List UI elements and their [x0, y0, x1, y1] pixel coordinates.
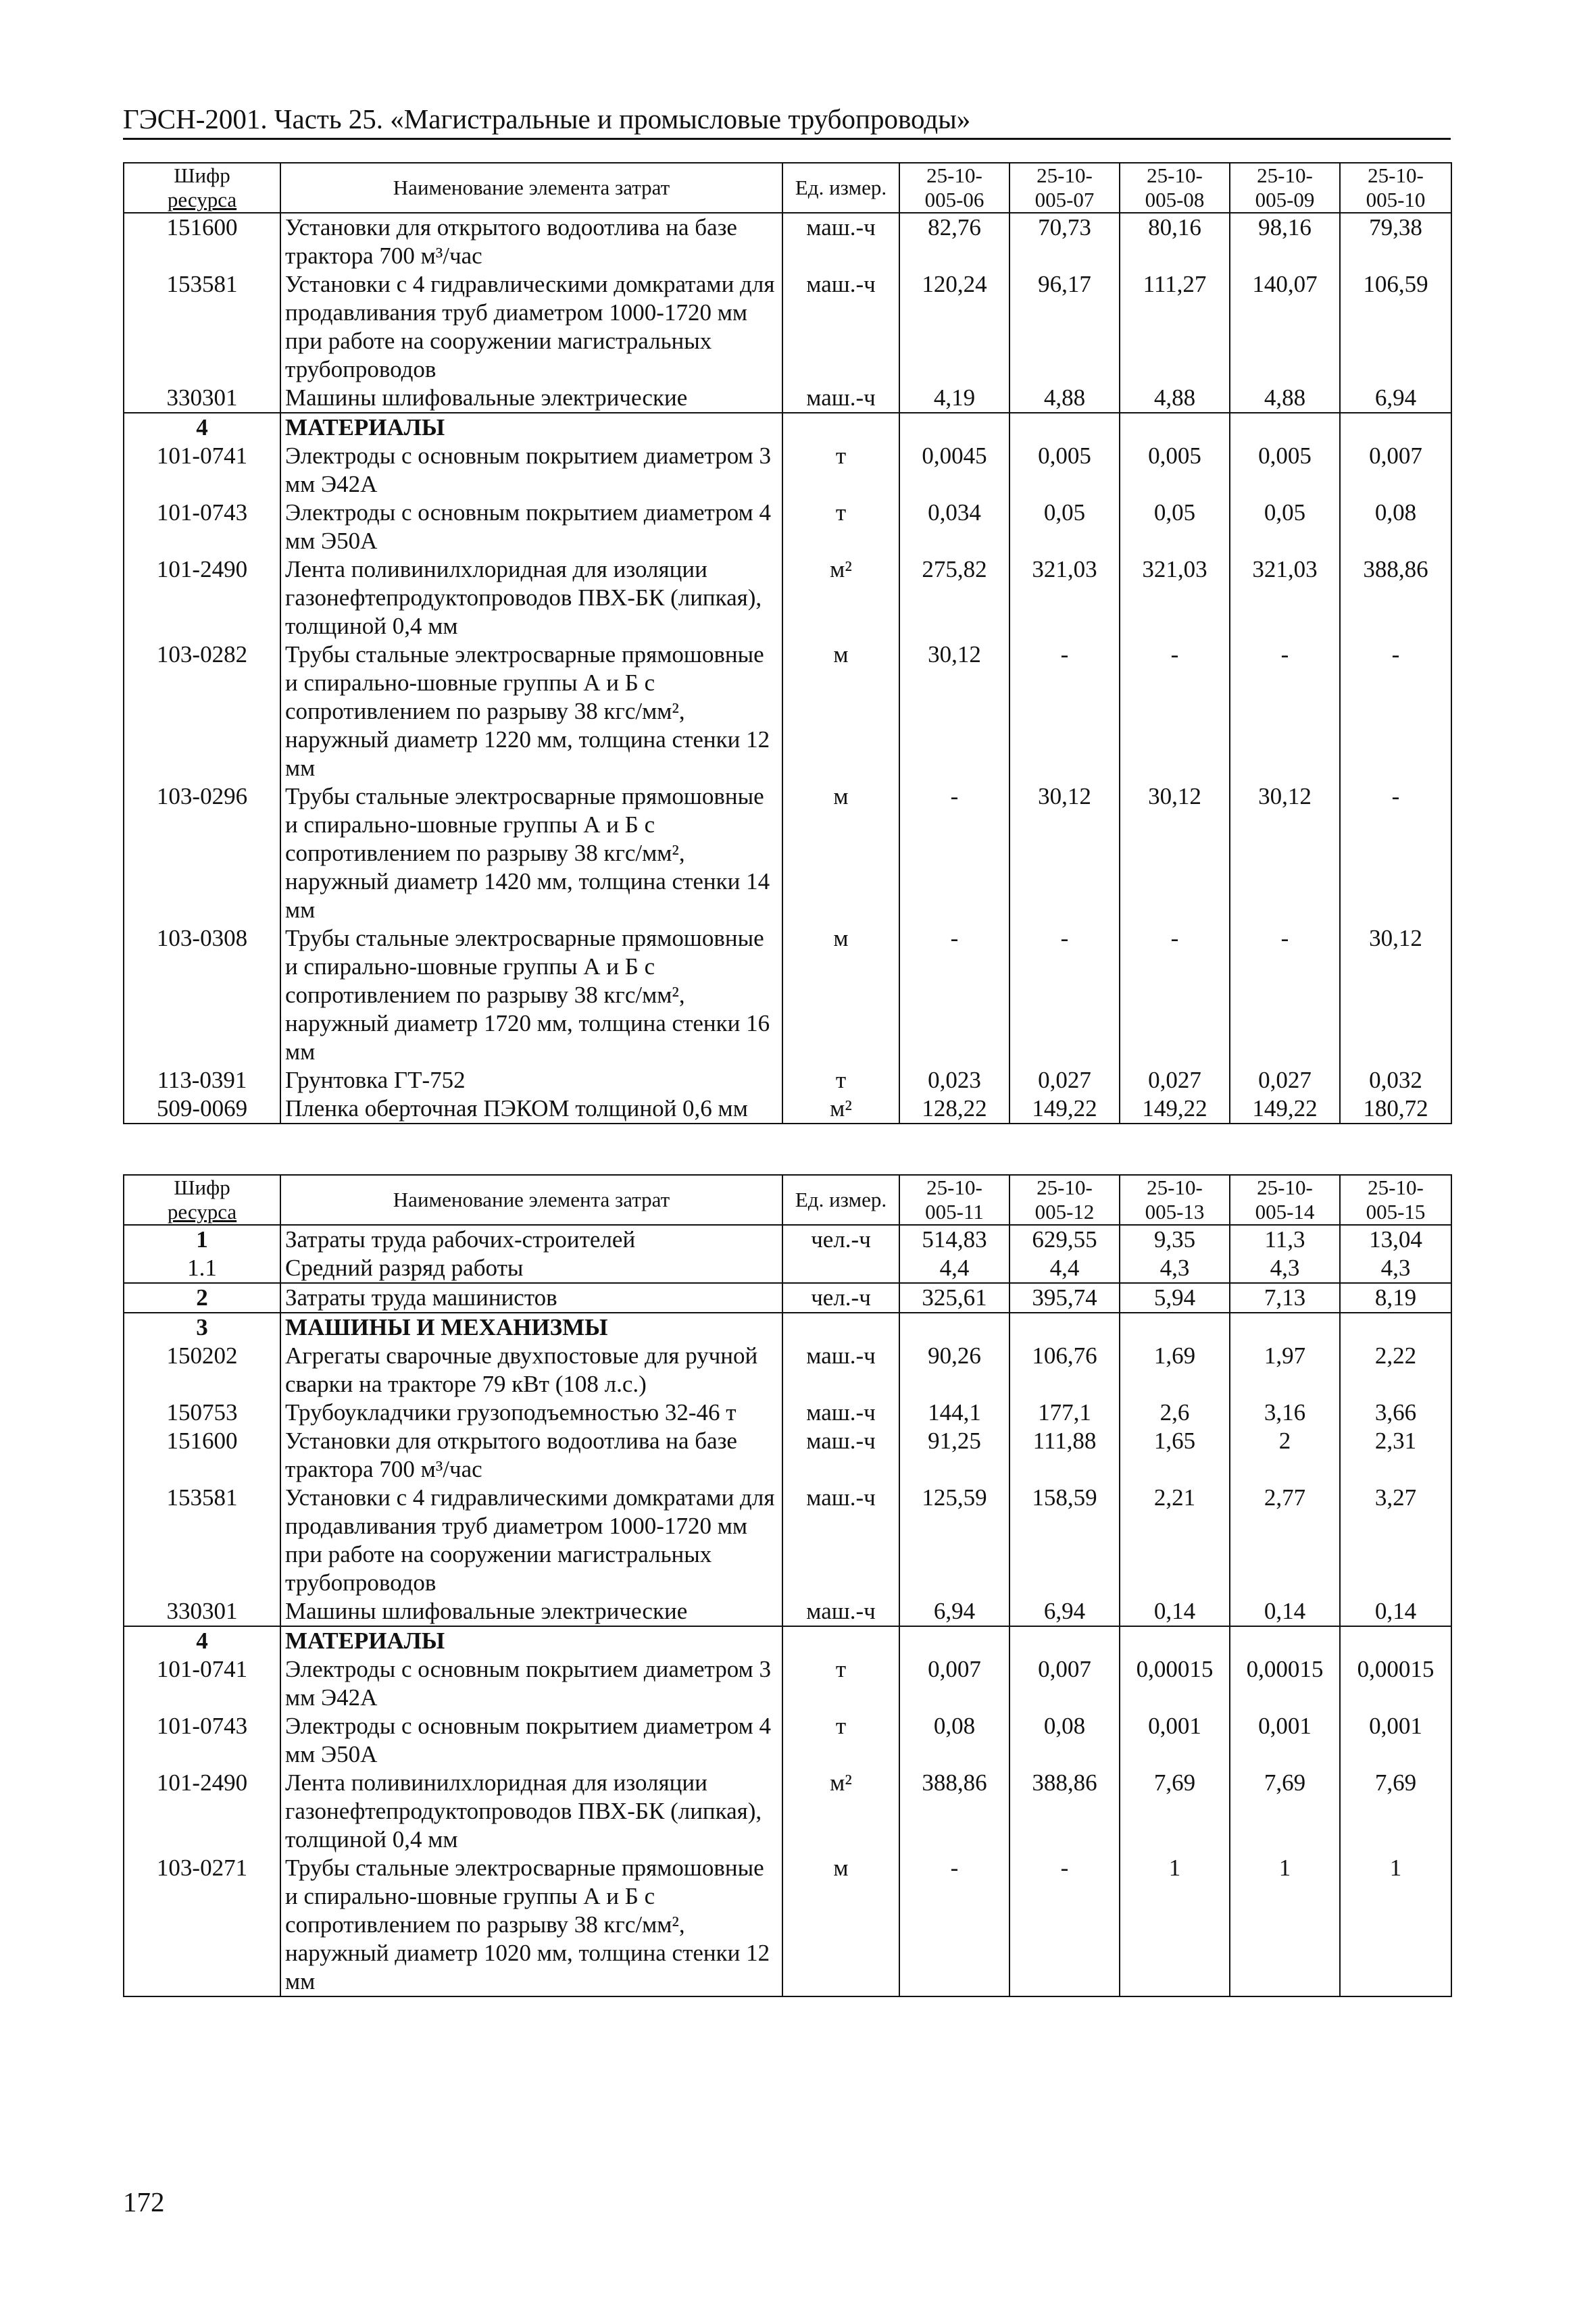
resource-code: 101-0741	[124, 1655, 280, 1712]
norm-value: 275,82	[899, 555, 1009, 640]
table-row	[124, 1066, 1451, 1095]
norm-value: 149,22	[1009, 1095, 1120, 1124]
norm-value: 0,0045	[899, 442, 1009, 499]
header-norm-code-line1: 25-10-	[1037, 164, 1093, 187]
header-norm-code-line2: 005-12	[1034, 1200, 1095, 1224]
norm-value: 128,22	[899, 1095, 1009, 1124]
unit: маш.-ч	[782, 270, 899, 384]
norm-value: 30,12	[1120, 782, 1230, 924]
norm-value: 0,007	[1009, 1655, 1120, 1712]
norm-value: 7,69	[1230, 1769, 1340, 1854]
header-norm-code-line1: 25-10-	[1147, 1176, 1203, 1199]
norm-table-2	[123, 1174, 1452, 1997]
norm-value: 0,08	[899, 1712, 1009, 1769]
norm-value: 514,83	[899, 1225, 1009, 1254]
header-name: Наименование элемента затрат	[280, 163, 782, 213]
norm-value: 1	[1120, 1854, 1230, 1996]
header-norm-code	[899, 1175, 1009, 1225]
header-norm-code-line1: 25-10-	[1368, 1176, 1424, 1199]
resource-code: 2	[124, 1283, 280, 1313]
norm-value: 0,00015	[1340, 1655, 1451, 1712]
unit: м	[782, 924, 899, 1066]
norm-value: 4,3	[1340, 1254, 1451, 1283]
cost-element-name: Электроды с основным покрытием диаметром 4 мм Э50А	[280, 499, 782, 555]
cost-element-name: МАШИНЫ И МЕХАНИЗМЫ	[280, 1313, 782, 1342]
unit: маш.-ч	[782, 1427, 899, 1484]
norm-value: 0,14	[1340, 1597, 1451, 1626]
norm-value: 140,07	[1230, 270, 1340, 384]
unit: м	[782, 640, 899, 782]
header-norm-code-line1: 25-10-	[1037, 1176, 1093, 1199]
table-row	[124, 1655, 1451, 1712]
resource-code: 103-0271	[124, 1854, 280, 1996]
unit: м²	[782, 555, 899, 640]
header-code-line1: Шифр	[174, 164, 230, 187]
resource-code: 103-0308	[124, 924, 280, 1066]
resource-code: 151600	[124, 213, 280, 270]
norm-value: 2,77	[1230, 1484, 1340, 1597]
cost-element-name: Затраты труда машинистов	[280, 1283, 782, 1313]
norm-value: 1	[1230, 1854, 1340, 1996]
norm-value: 2,21	[1120, 1484, 1230, 1597]
norm-value	[1120, 413, 1230, 442]
norm-value: 321,03	[1230, 555, 1340, 640]
norm-value: 0,05	[1120, 499, 1230, 555]
cost-element-name: Трубы стальные электросварные прямошовные и спирально-шовные группы А и Б с сопротивлением по разрыву 38 кгс/мм², наружный диаметр 1020 мм, толщина стенки 12 мм	[280, 1854, 782, 1996]
table-row	[124, 213, 1451, 270]
table-row	[124, 1342, 1451, 1399]
norm-value: 4,88	[1120, 384, 1230, 413]
header-norm-code-line1: 25-10-	[1368, 164, 1424, 187]
norm-value: 0,023	[899, 1066, 1009, 1095]
norm-value: 30,12	[1340, 924, 1451, 1066]
cost-element-name: Электроды с основным покрытием диаметром 3 мм Э42А	[280, 1655, 782, 1712]
norm-value	[1230, 1626, 1340, 1655]
norm-value: 1,97	[1230, 1342, 1340, 1399]
table-row	[124, 555, 1451, 640]
header-norm-code	[1340, 1175, 1451, 1225]
norm-value: -	[1009, 640, 1120, 782]
norm-value	[1340, 1626, 1451, 1655]
unit: маш.-ч	[782, 1342, 899, 1399]
header-code	[124, 1175, 280, 1225]
norm-value: 90,26	[899, 1342, 1009, 1399]
norm-value: 3,27	[1340, 1484, 1451, 1597]
unit: маш.-ч	[782, 1597, 899, 1626]
norm-value: 8,19	[1340, 1283, 1451, 1313]
header-norm-code-line2: 005-14	[1255, 1200, 1315, 1224]
norm-table-1	[123, 162, 1452, 1124]
norm-value: -	[1009, 1854, 1120, 1996]
header-name: Наименование элемента затрат	[280, 1175, 782, 1225]
norm-value: 4,4	[1009, 1254, 1120, 1283]
norm-value: 30,12	[1230, 782, 1340, 924]
resource-code: 150202	[124, 1342, 280, 1399]
norm-value: -	[1340, 640, 1451, 782]
norm-value	[1009, 1626, 1120, 1655]
norm-value: 158,59	[1009, 1484, 1120, 1597]
unit: м²	[782, 1095, 899, 1124]
norm-value	[1230, 413, 1340, 442]
norm-value	[899, 413, 1009, 442]
header-norm-code-line2: 005-08	[1145, 188, 1205, 211]
norm-value: 0,00015	[1120, 1655, 1230, 1712]
norm-value: 30,12	[1009, 782, 1120, 924]
table-row	[124, 1769, 1451, 1854]
table-row	[124, 782, 1451, 924]
norm-value: 0,001	[1230, 1712, 1340, 1769]
norm-value: 9,35	[1120, 1225, 1230, 1254]
table-row	[124, 1854, 1451, 1996]
norm-value: 7,13	[1230, 1283, 1340, 1313]
norm-value: 11,3	[1230, 1225, 1340, 1254]
resource-code: 151600	[124, 1427, 280, 1484]
norm-value: 98,16	[1230, 213, 1340, 270]
header-norm-code-line2: 005-10	[1366, 188, 1426, 211]
norm-value: 0,027	[1230, 1066, 1340, 1095]
norm-value: 1	[1340, 1854, 1451, 1996]
header-norm-code-line2: 005-06	[924, 188, 984, 211]
cost-element-name: Средний разряд работы	[280, 1254, 782, 1283]
norm-value: 6,94	[1009, 1597, 1120, 1626]
norm-value: 1,69	[1120, 1342, 1230, 1399]
unit: чел.-ч	[782, 1225, 899, 1254]
norm-value: -	[1009, 924, 1120, 1066]
norm-value: 4,3	[1120, 1254, 1230, 1283]
header-code-line2: ресурса	[167, 188, 237, 211]
norm-value: -	[1340, 782, 1451, 924]
header-code-line2: ресурса	[167, 1200, 237, 1224]
cost-element-name: Трубы стальные электросварные прямошовные и спирально-шовные группы А и Б с сопротивлением по разрыву 38 кгс/мм², наружный диаметр 1420 мм, толщина стенки 14 мм	[280, 782, 782, 924]
resource-code: 4	[124, 1626, 280, 1655]
resource-code: 101-0743	[124, 499, 280, 555]
norm-value	[1340, 1313, 1451, 1342]
resource-code: 153581	[124, 1484, 280, 1597]
norm-value: 177,1	[1009, 1399, 1120, 1427]
header-norm-code-line2: 005-13	[1145, 1200, 1205, 1224]
resource-code: 153581	[124, 270, 280, 384]
cost-element-name: Трубы стальные электросварные прямошовные и спирально-шовные группы А и Б с сопротивлением по разрыву 38 кгс/мм², наружный диаметр 1720 мм, толщина стенки 16 мм	[280, 924, 782, 1066]
table-row	[124, 499, 1451, 555]
norm-value: 325,61	[899, 1283, 1009, 1313]
norm-value: 91,25	[899, 1427, 1009, 1484]
norm-value: 7,69	[1120, 1769, 1230, 1854]
norm-value: 2	[1230, 1427, 1340, 1484]
norm-value: 0,05	[1230, 499, 1340, 555]
resource-code: 150753	[124, 1399, 280, 1427]
header-norm-code	[1120, 1175, 1230, 1225]
norm-value: 106,76	[1009, 1342, 1120, 1399]
cost-element-name: Электроды с основным покрытием диаметром 3 мм Э42А	[280, 442, 782, 499]
unit: т	[782, 1066, 899, 1095]
norm-value: -	[899, 782, 1009, 924]
header-code	[124, 163, 280, 213]
table-row	[124, 1399, 1451, 1427]
resource-code: 4	[124, 413, 280, 442]
norm-value: 82,76	[899, 213, 1009, 270]
cost-element-name: Установки для открытого водоотлива на базе трактора 700 м³/час	[280, 213, 782, 270]
norm-value: 4,3	[1230, 1254, 1340, 1283]
norm-value: 0,14	[1120, 1597, 1230, 1626]
unit: т	[782, 499, 899, 555]
norm-value: 149,22	[1120, 1095, 1230, 1124]
norm-value: 6,94	[899, 1597, 1009, 1626]
norm-value: 7,69	[1340, 1769, 1451, 1854]
cost-element-name: Машины шлифовальные электрические	[280, 384, 782, 413]
norm-value	[1009, 1313, 1120, 1342]
norm-value: 111,88	[1009, 1427, 1120, 1484]
resource-code: 330301	[124, 384, 280, 413]
unit	[782, 413, 899, 442]
unit: т	[782, 1712, 899, 1769]
norm-value: 0,005	[1009, 442, 1120, 499]
header-unit: Ед. измер.	[782, 1175, 899, 1225]
cost-element-name: Установки с 4 гидравлическими домкратами для продавливания труб диаметром 1000-1720 мм при работе на сооружении магистральных трубопроводов	[280, 270, 782, 384]
norm-value	[899, 1626, 1009, 1655]
norm-value: 13,04	[1340, 1225, 1451, 1254]
header-row	[124, 163, 1451, 213]
unit: чел.-ч	[782, 1283, 899, 1313]
norm-value: 395,74	[1009, 1283, 1120, 1313]
header-norm-code-line1: 25-10-	[1257, 164, 1313, 187]
header-norm-code-line2: 005-15	[1366, 1200, 1426, 1224]
norm-value: 120,24	[899, 270, 1009, 384]
norm-value: -	[1120, 924, 1230, 1066]
resource-code: 101-2490	[124, 1769, 280, 1854]
resource-code: 1.1	[124, 1254, 280, 1283]
table-row	[124, 1597, 1451, 1626]
table-row	[124, 442, 1451, 499]
header-norm-code	[899, 163, 1009, 213]
cost-element-name: Установки с 4 гидравлическими домкратами для продавливания труб диаметром 1000-1720 мм при работе на сооружении магистральных трубопроводов	[280, 1484, 782, 1597]
header-norm-code	[1230, 1175, 1340, 1225]
header-norm-code	[1120, 163, 1230, 213]
norm-value: 79,38	[1340, 213, 1451, 270]
resource-code: 3	[124, 1313, 280, 1342]
table-row	[124, 924, 1451, 1066]
resource-code: 101-0741	[124, 442, 280, 499]
table-row	[124, 270, 1451, 384]
norm-value: 4,88	[1230, 384, 1340, 413]
cost-element-name: МАТЕРИАЛЫ	[280, 413, 782, 442]
cost-element-name: Лента поливинилхлоридная для изоляции газонефтепродуктопроводов ПВХ-БК (липкая), толщиной 0,4 мм	[280, 1769, 782, 1854]
norm-value: 6,94	[1340, 384, 1451, 413]
resource-code: 113-0391	[124, 1066, 280, 1095]
table-row	[124, 1626, 1451, 1655]
cost-element-name: Трубы стальные электросварные прямошовные и спирально-шовные группы А и Б с сопротивлением по разрыву 38 кгс/мм², наружный диаметр 1220 мм, толщина стенки 12 мм	[280, 640, 782, 782]
cost-element-name: Грунтовка ГТ-752	[280, 1066, 782, 1095]
header-norm-code-line1: 25-10-	[926, 1176, 982, 1199]
table-row	[124, 1283, 1451, 1313]
norm-value: 321,03	[1120, 555, 1230, 640]
norm-value: 388,86	[899, 1769, 1009, 1854]
norm-value: 149,22	[1230, 1095, 1340, 1124]
unit: т	[782, 1655, 899, 1712]
unit: т	[782, 442, 899, 499]
page-header: ГЭСН-2001. Часть 25. «Магистральные и промысловые трубопроводы»	[123, 103, 1451, 140]
table-row	[124, 640, 1451, 782]
header-norm-code-line2: 005-09	[1255, 188, 1315, 211]
norm-value: -	[899, 924, 1009, 1066]
header-norm-code	[1009, 1175, 1120, 1225]
norm-value	[1120, 1313, 1230, 1342]
cost-element-name: Трубоукладчики грузоподъемностью 32-46 т	[280, 1399, 782, 1427]
unit	[782, 1626, 899, 1655]
table-row	[124, 1427, 1451, 1484]
header-norm-code	[1340, 163, 1451, 213]
header-norm-code-line1: 25-10-	[1257, 1176, 1313, 1199]
unit: м	[782, 1854, 899, 1996]
header-norm-code	[1230, 163, 1340, 213]
norm-value: 144,1	[899, 1399, 1009, 1427]
norm-value	[899, 1313, 1009, 1342]
norm-value: -	[899, 1854, 1009, 1996]
resource-code: 101-0743	[124, 1712, 280, 1769]
norm-value: 5,94	[1120, 1283, 1230, 1313]
table-row	[124, 1095, 1451, 1124]
resource-code: 330301	[124, 1597, 280, 1626]
resource-code: 103-0296	[124, 782, 280, 924]
unit: маш.-ч	[782, 1484, 899, 1597]
norm-value: 80,16	[1120, 213, 1230, 270]
norm-value: -	[1120, 640, 1230, 782]
norm-value	[1230, 1313, 1340, 1342]
norm-value: 4,4	[899, 1254, 1009, 1283]
norm-value: 2,31	[1340, 1427, 1451, 1484]
norm-value: 0,027	[1009, 1066, 1120, 1095]
norm-value: 0,08	[1009, 1712, 1120, 1769]
cost-element-name: Электроды с основным покрытием диаметром 4 мм Э50А	[280, 1712, 782, 1769]
norm-value: 0,027	[1120, 1066, 1230, 1095]
norm-value: 0,005	[1230, 442, 1340, 499]
table-row	[124, 413, 1451, 442]
page-number: 172	[123, 2186, 165, 2217]
unit: м	[782, 782, 899, 924]
header-norm-code-line2: 005-11	[925, 1200, 984, 1224]
table-row	[124, 1484, 1451, 1597]
norm-value: 0,00015	[1230, 1655, 1340, 1712]
cost-element-name: Агрегаты сварочные двухпостовые для ручной сварки на тракторе 79 кВт (108 л.с.)	[280, 1342, 782, 1399]
header-norm-code-line1: 25-10-	[926, 164, 982, 187]
norm-value: 70,73	[1009, 213, 1120, 270]
unit: маш.-ч	[782, 1399, 899, 1427]
norm-value: 629,55	[1009, 1225, 1120, 1254]
norm-value: 0,007	[899, 1655, 1009, 1712]
unit: маш.-ч	[782, 213, 899, 270]
norm-value: 1,65	[1120, 1427, 1230, 1484]
table-row	[124, 1254, 1451, 1283]
norm-value: 2,22	[1340, 1342, 1451, 1399]
header-row	[124, 1175, 1451, 1225]
header-norm-code	[1009, 163, 1120, 213]
norm-value	[1340, 413, 1451, 442]
norm-value: 0,032	[1340, 1066, 1451, 1095]
cost-element-name: Установки для открытого водоотлива на базе трактора 700 м³/час	[280, 1427, 782, 1484]
unit	[782, 1313, 899, 1342]
norm-value: 125,59	[899, 1484, 1009, 1597]
resource-code: 1	[124, 1225, 280, 1254]
header-norm-code-line2: 005-07	[1034, 188, 1095, 211]
norm-value: 0,001	[1340, 1712, 1451, 1769]
norm-value: 0,05	[1009, 499, 1120, 555]
norm-value: 0,001	[1120, 1712, 1230, 1769]
unit	[782, 1254, 899, 1283]
norm-value	[1120, 1626, 1230, 1655]
norm-value: 2,6	[1120, 1399, 1230, 1427]
cost-element-name: Лента поливинилхлоридная для изоляции газонефтепродуктопроводов ПВХ-БК (липкая), толщиной 0,4 мм	[280, 555, 782, 640]
norm-value: 0,007	[1340, 442, 1451, 499]
header-unit: Ед. измер.	[782, 163, 899, 213]
norm-value: 321,03	[1009, 555, 1120, 640]
norm-value: 106,59	[1340, 270, 1451, 384]
cost-element-name: Затраты труда рабочих-строителей	[280, 1225, 782, 1254]
norm-value: 0,005	[1120, 442, 1230, 499]
resource-code: 101-2490	[124, 555, 280, 640]
header-code-line1: Шифр	[174, 1176, 230, 1199]
table-row	[124, 1313, 1451, 1342]
norm-value: 4,19	[899, 384, 1009, 413]
norm-value: -	[1230, 924, 1340, 1066]
norm-value: 180,72	[1340, 1095, 1451, 1124]
unit: маш.-ч	[782, 384, 899, 413]
cost-element-name: Пленка оберточная ПЭКОМ толщиной 0,6 мм	[280, 1095, 782, 1124]
resource-code: 509-0069	[124, 1095, 280, 1124]
table-row	[124, 1712, 1451, 1769]
norm-value: 4,88	[1009, 384, 1120, 413]
norm-value: -	[1230, 640, 1340, 782]
table-row	[124, 1225, 1451, 1254]
norm-value: 3,66	[1340, 1399, 1451, 1427]
resource-code: 103-0282	[124, 640, 280, 782]
norm-value: 388,86	[1340, 555, 1451, 640]
header-norm-code-line1: 25-10-	[1147, 164, 1203, 187]
norm-value: 0,08	[1340, 499, 1451, 555]
norm-value	[1009, 413, 1120, 442]
norm-value: 0,14	[1230, 1597, 1340, 1626]
cost-element-name: Машины шлифовальные электрические	[280, 1597, 782, 1626]
norm-value: 111,27	[1120, 270, 1230, 384]
norm-value: 0,034	[899, 499, 1009, 555]
norm-value: 388,86	[1009, 1769, 1120, 1854]
norm-value: 30,12	[899, 640, 1009, 782]
norm-value: 3,16	[1230, 1399, 1340, 1427]
unit: м²	[782, 1769, 899, 1854]
table-row	[124, 384, 1451, 413]
norm-value: 96,17	[1009, 270, 1120, 384]
cost-element-name: МАТЕРИАЛЫ	[280, 1626, 782, 1655]
